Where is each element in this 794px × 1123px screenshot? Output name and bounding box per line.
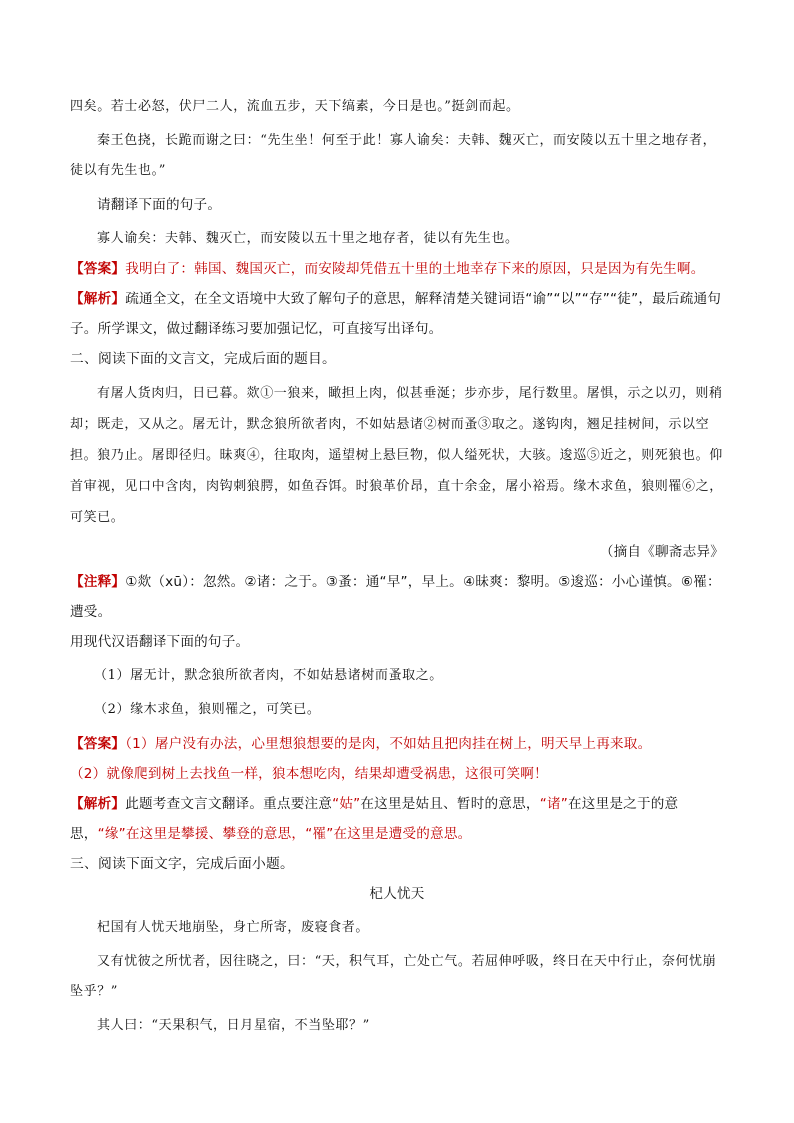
notes-block (70, 567, 724, 627)
answer-text: （1）屠户没有办法，心里想狼想要的是肉，不如姑且把肉挂在树上，明天早上再来取。 (125, 736, 652, 752)
analysis-text: 在这里是遭受的意思。 (333, 826, 472, 842)
passage-paragraph: 其人曰：“天果积气，日月星宿，不当坠耶？” (97, 1018, 370, 1033)
analysis-tag: 【解析】 (70, 796, 126, 812)
analysis-block (70, 284, 724, 344)
keyword: “罹” (305, 826, 334, 842)
passage-paragraph: 秦王色挠，长跪而谢之曰：“先生坐！何至于此！寡人谕矣：夫韩、魏灭亡，而安陵以五十里之地存者，徒以有先生也。” (70, 133, 717, 178)
analysis-text: 在这里是攀援、攀登的意思， (125, 826, 306, 842)
section-heading: 三、阅读下面文字，完成后面小题。 (70, 856, 294, 872)
passage-title: 杞人忧天 (369, 886, 425, 902)
analysis-text: 在这里是之于的意思， (70, 796, 679, 842)
notes-text: ①欻（xū）：忽然。②诸：之于。③蚤：通“早”，早上。④昧爽：黎明。⑤逡巡：小心谨慎。⑥罹：遭受。 (70, 574, 721, 620)
answer-tag: 【答案】 (70, 261, 126, 277)
analysis-text: 疏通全文，在全文语境中大致了解句子的意思，解释清楚关键词语“谕”“以”“存”“徒”，最后疏通句子。所学课文，做过翻译练习要加强记忆，可直接写出译句。 (70, 291, 722, 337)
question-item: （2）缘木求鱼，狼则罹之，可笑已。 (94, 702, 321, 717)
answer-text: 我明白了：韩国、魏国灭亡，而安陵却凭借五十里的土地幸存下来的原因，只是因为有先生啊。 (125, 261, 705, 277)
analysis-tag: 【解析】 (70, 291, 126, 307)
analysis-block (70, 789, 724, 849)
question-prompt: 用现代汉语翻译下面的句子。 (70, 634, 250, 650)
translate-sentence: 寡人谕矣：夫韩、魏灭亡，而安陵以五十里之地存者，徒以有先生也。 (97, 231, 519, 246)
answer-tag: 【答案】 (70, 736, 126, 752)
passage-source: （摘自《聊斋志异》 (599, 544, 724, 560)
keyword: “姑” (332, 796, 361, 812)
passage-paragraph: 四矣。若士必怒，伏尸二人，流血五步，天下缟素，今日是也。”挺剑而起。 (70, 99, 520, 114)
analysis-text: 在这里是姑且、暂时的意思， (360, 796, 540, 812)
question-prompt: 请翻译下面的句子。 (97, 197, 222, 213)
keyword: “诸” (539, 796, 568, 812)
answer-block (70, 254, 724, 284)
passage-paragraph: 杞国有人忧天地崩坠，身亡所寄，废寝食者。 (97, 920, 370, 935)
keyword: “缘” (97, 826, 126, 842)
notes-tag: 【注释】 (70, 574, 126, 590)
question-item: （1）屠无计，默念狼所欲者肉，不如姑悬诸树而蚤取之。 (94, 668, 443, 683)
answer-text-line: （2）就像爬到树上去找鱼一样，狼本想吃肉，结果却遭受祸患，这很可笑啊！ (70, 766, 548, 782)
answer-block (70, 729, 724, 759)
analysis-text: 此题考查文言文翻译。重点要注意 (125, 796, 333, 812)
section-heading: 二、阅读下面的文言文，完成后面的题目。 (70, 351, 336, 367)
classical-passage: 有屠人货肉归，日已暮。欻①一狼来，瞰担上肉，似甚垂涎；步亦步，尾行数里。屠惧，示之以刃，则稍却；既走，又从之。屠无计，默念狼所欲者肉，不如姑悬诸②树而蚤③取之。遂钩肉，翘足挂树间，示以空担。狼乃止。屠即径归。昧爽④，往取肉，遥望树上悬巨物，似人缢死状，大骇。逡巡⑤近之，则死狼也。仰首审视，见口中含肉，肉钩刺狼腭，如鱼吞饵。时狼革价昂，直十余金，屠小裕焉。缘木求鱼，狼则罹⑥之，可笑已。 (70, 386, 723, 525)
passage-paragraph: 又有忧彼之所忧者，因往晓之，曰：“天，积气耳，亡处亡气。若屈伸呼吸，终日在天中行止，奈何忧崩坠乎？” (70, 954, 717, 999)
